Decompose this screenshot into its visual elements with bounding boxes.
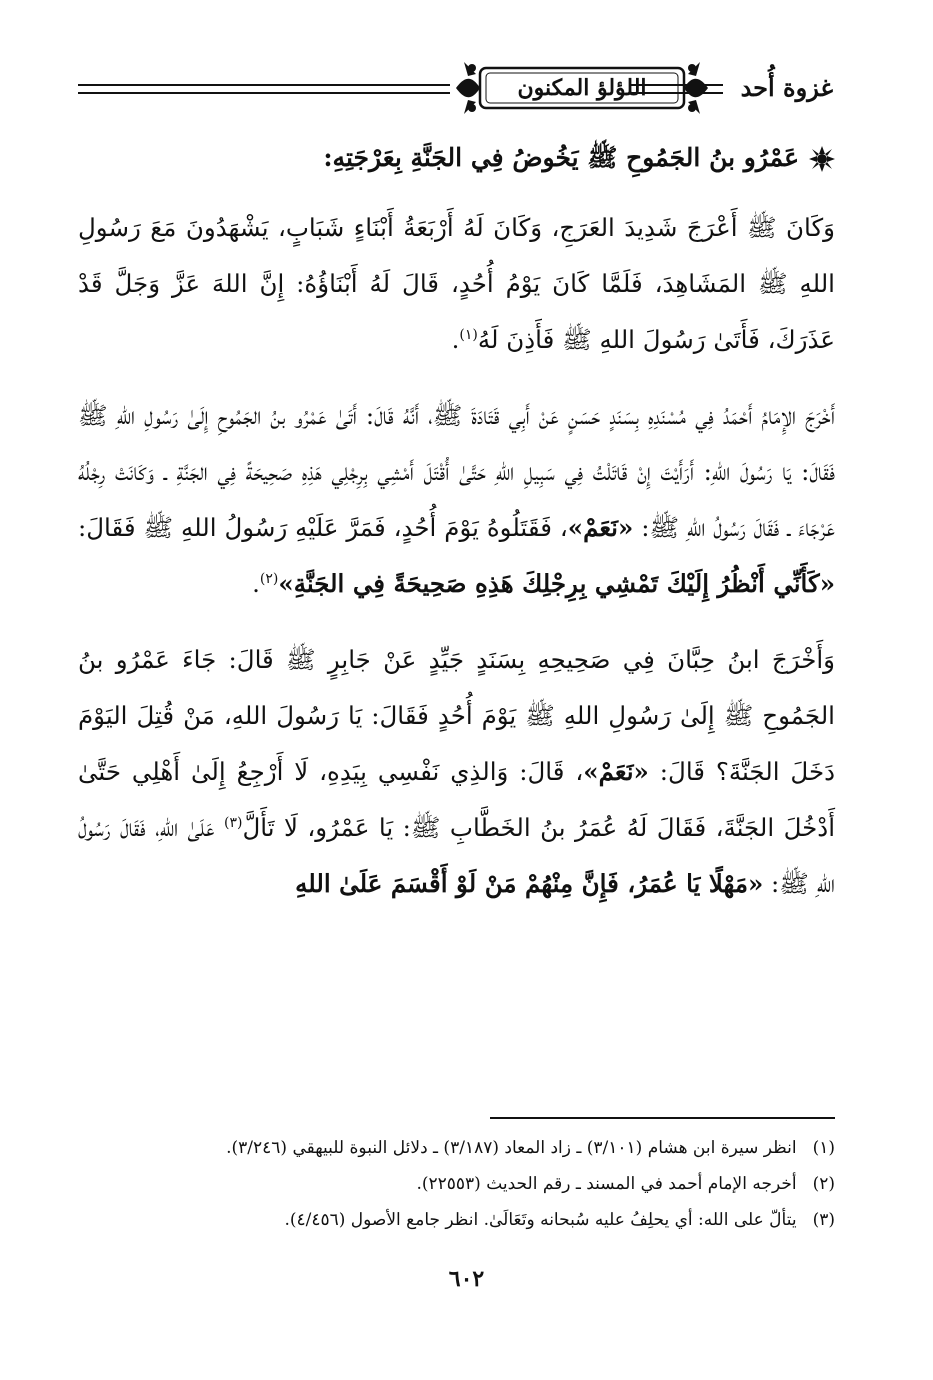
paragraph-2-text-a: أَخْرَجَ الإِمَامُ أَحْمَدُ فِي مُسْنَدِهِ بِسَنَدٍ حَسَنٍ عَنْ أَبِي قَتَادَةَ ﷺ، أَنَّهُ قَالَ: أَتَىٰ عَمْرُو بنُ الجَمُوحِ إِلَىٰ رَسُولِ اللهِ ﷺ فَقَالَ: يَا رَسُولَ اللهِ: أَرَأَيْتَ إِنْ قَاتَلْتُ فِي سَبِيلِ اللهِ حَتَّىٰ أُقْتَلَ أَمْشِي بِرِجْلِي هَذِهِ صَحِيحَةً فِي الجَنَّةِ ـ وَكَانَتْ رِجْلُهُ عَرْجَاءَ ـ فَقَالَ رَسُولُ اللهِ ﷺ: bbox=[78, 401, 835, 542]
paragraph-1-end: . bbox=[451, 325, 460, 354]
footnote-item bbox=[78, 1202, 835, 1238]
paragraph-2-quote-a: «نَعَمْ» bbox=[567, 513, 634, 542]
paragraph-3-text-c: عَلَىٰ اللهِ، فَقَالَ رَسُولُ اللهِ ﷺ: bbox=[78, 813, 835, 898]
footnote-ref-2[interactable]: (٢) bbox=[259, 570, 279, 587]
header-rule-left bbox=[78, 84, 450, 94]
paragraph-2-quote-b: «كَأَنِّي أَنْظُرُ إِلَيْكَ تَمْشِي بِرِجْلِكَ هَذِهِ صَحِيحَةً فِي الجَنَّةِ» bbox=[278, 569, 835, 598]
footnote-item bbox=[78, 1130, 835, 1166]
footnote-number: (٣) bbox=[812, 1210, 835, 1230]
paragraph-3-quote-b: «مَهْلًا يَا عُمَرُ، فَإِنَّ مِنْهُمْ مَنْ لَوْ أَقْسَمَ عَلَىٰ اللهِ bbox=[295, 869, 764, 898]
paragraph-2-text-b: ، فَقَتَلُوهُ يَوْمَ أُحُدٍ، فَمَرَّ عَلَيْهِ رَسُولُ اللهِ ﷺ فَقَالَ: bbox=[78, 513, 568, 542]
header-ornament-frame bbox=[454, 58, 710, 118]
footnote-text: أخرجه الإمام أحمد في المسند ـ رقم الحديث (٢٢٥٥٣). bbox=[416, 1174, 797, 1194]
footnote-item bbox=[78, 1166, 835, 1202]
running-header bbox=[78, 54, 833, 124]
section-heading-text: عَمْرُو بنُ الجَمُوحِ ﷺ يَخُوضُ فِي الجَنَّةِ بِعَرْجَتِهِ: bbox=[323, 143, 799, 172]
paragraph-3-text-a: وَأَخْرَجَ ابنُ حِبَّانَ فِي صَحِيحِهِ بِسَنَدٍ جَيِّدٍ عَنْ جَابِرٍ ﷺ قَالَ: جَاءَ عَمْرُو بنُ الجَمُوحِ ﷺ إِلَىٰ رَسُولِ اللهِ ﷺ يَوْمَ أُحُدٍ فَقَالَ: يَا رَسُولَ اللهِ، مَنْ قُتِلَ اليَوْمَ دَخَلَ الجَنَّةَ؟ قَالَ: bbox=[78, 645, 835, 786]
footnote-number: (١) bbox=[812, 1138, 835, 1158]
header-section-title: غزوة أُحد bbox=[740, 73, 833, 102]
footnote-text: يتألّ على الله: أي يحلِفُ عليه سُبحانه وتَعَالَىٰ. انظر جامع الأصول (٤/٤٥٦). bbox=[284, 1210, 797, 1230]
paragraph-3-quote-a: «نَعَمْ» bbox=[583, 757, 649, 786]
main-text bbox=[78, 130, 835, 912]
paragraph-1-text: وَكَانَ ﷺ أَعْرَجَ شَدِيدَ العَرَجِ، وَكَانَ لَهُ أَرْبَعَةُ أَبْنَاءٍ شَبَابٍ، يَشْهَدُونَ مَعَ رَسُولِ اللهِ ﷺ المَشَاهِدَ، فَلَمَّا كَانَ يَوْمُ أُحُدٍ، قَالَ لَهُ أَبْنَاؤُهُ: إِنَّ اللهَ عَزَّ وَجَلَّ قَدْ عَذَرَكَ، فَأَتَىٰ رَسُولَ اللهِ ﷺ فَأَذِنَ لَهُ bbox=[78, 213, 835, 354]
footnote-ref-1[interactable]: (١) bbox=[459, 326, 478, 343]
footnote-number: (٢) bbox=[812, 1174, 835, 1194]
page-number: ٦٠٢ bbox=[448, 1266, 485, 1292]
footnotes bbox=[78, 1130, 835, 1238]
footnote-ref-3[interactable]: (٣) bbox=[223, 814, 243, 831]
paragraph-2-end: . bbox=[252, 569, 260, 598]
flower-bullet-icon bbox=[809, 146, 835, 172]
paragraph-2 bbox=[78, 388, 835, 612]
footnote-text: انظر سيرة ابن هشام (٣/١٠١) ـ زاد المعاد (٣/١٨٧) ـ دلائل النبوة للبيهقي (٣/٢٤٦). bbox=[226, 1138, 797, 1158]
paragraph-3-text-b: ، قَالَ: وَالذِي نَفْسِي بِيَدِهِ، لَا أَرْجِعُ إِلَىٰ أَهْلِي حَتَّىٰ أَدْخُلَ الجَنَّةَ، فَقَالَ لَهُ عُمَرُ بنُ الخَطَّابِ ﷺ: يَا عَمْرُو، لَا تَأَلَّ bbox=[78, 757, 835, 842]
footnote-separator bbox=[490, 1117, 835, 1119]
paragraph-3 bbox=[78, 632, 835, 912]
paragraph-1 bbox=[78, 200, 835, 368]
section-heading bbox=[78, 130, 835, 186]
header-book-title: اللؤلؤ المكنون bbox=[517, 75, 647, 101]
